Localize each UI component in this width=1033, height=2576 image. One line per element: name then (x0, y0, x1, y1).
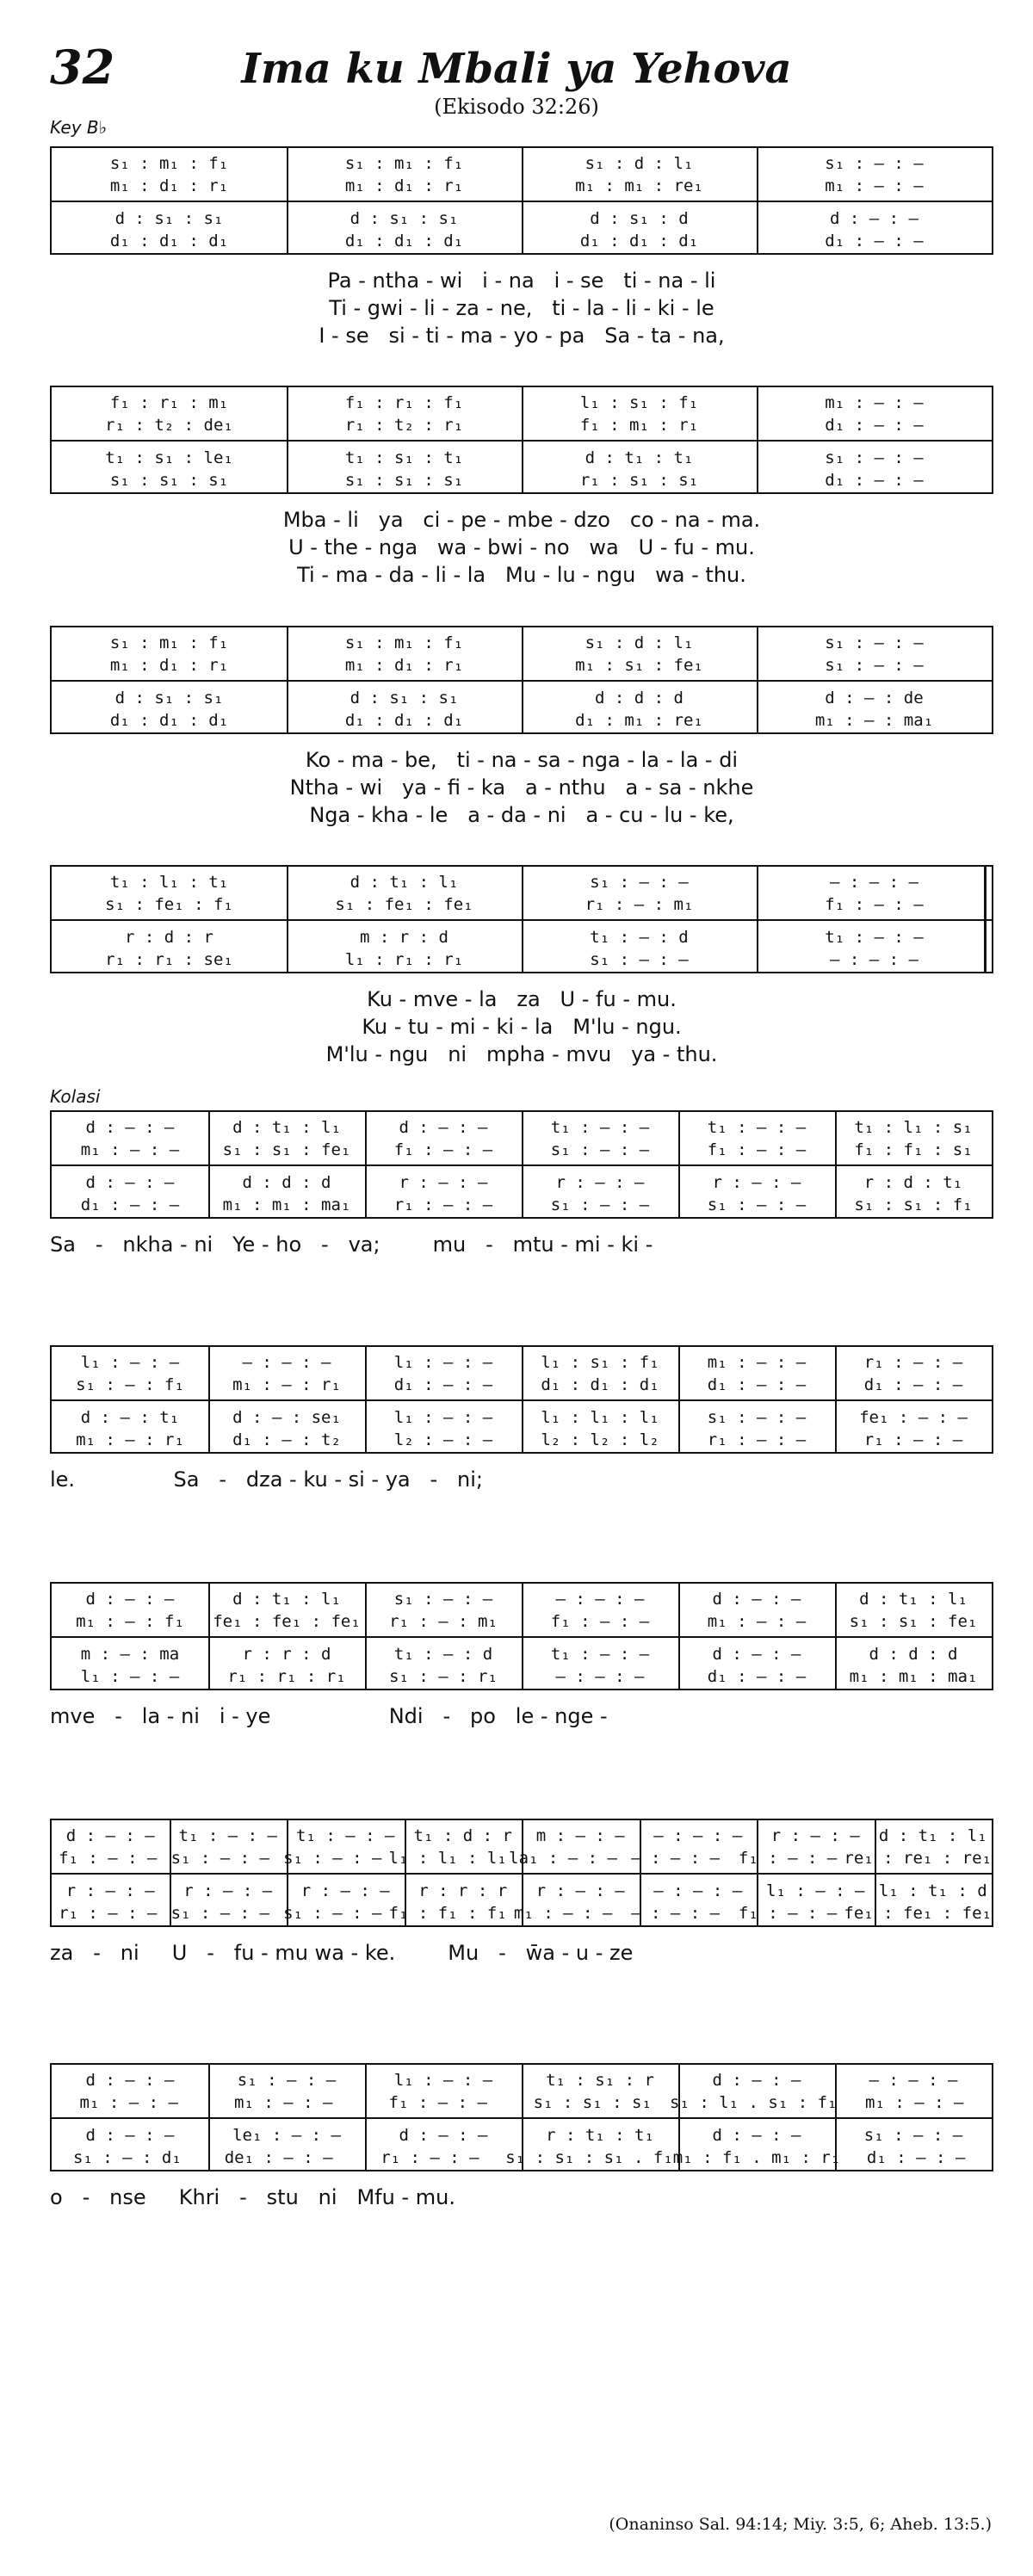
solfa-measure: m₁ : s₁ : fe₁ (575, 656, 703, 675)
staff-divider (52, 1164, 992, 1166)
solfa-measure: d₁ : — : t₂ (232, 1430, 341, 1449)
solfa-measure: s₁ : fe₁ : fe₁ (335, 895, 473, 914)
staff-divider (52, 680, 992, 682)
solfa-measure: s₁ : — : r₁ (389, 1667, 498, 1686)
solfa-measure: r₁ : r₁ : r₁ (227, 1667, 346, 1686)
solfa-part-line (52, 1373, 992, 1397)
solfa-measure: s₁ : — : — (825, 154, 924, 173)
solfa-measure: l₁ : — : — (393, 2071, 493, 2090)
solfa-measure: f₁ : — : — (738, 1904, 838, 1923)
lyric-line: za - ni U - fu - mu wa - ke. Mu - w̄a - u - ze (50, 1941, 634, 1965)
chorus-system-1 (50, 1110, 993, 1219)
solfa-part-line (52, 174, 992, 198)
solfa-measure: s₁ : m₁ : f₁ (109, 633, 229, 652)
solfa-measure: — : — : — (631, 1904, 721, 1923)
solfa-measure: t₁ : — : — (707, 1118, 807, 1137)
solfa-measure: s₁ : — : — (170, 1904, 269, 1923)
solfa-part-line (52, 1193, 992, 1217)
solfa-measure: f₁ : f₁ : f₁ (388, 1904, 507, 1923)
solfa-measure: r : — : — (183, 1881, 273, 1900)
solfa-measure: t₁ : s₁ : r (546, 2071, 654, 2090)
solfa-measure: f₁ : f₁ : s₁ (854, 1140, 973, 1159)
solfa-measure: r : — : — (770, 1826, 860, 1845)
solfa-measure: s₁ : — : — (283, 1904, 382, 1923)
solfa-measure: t₁ : — : — (825, 928, 924, 947)
staff-divider (52, 2117, 992, 2119)
chorus-lyrics-block (50, 1941, 993, 1968)
solfa-measure: m₁ : m₁ : re₁ (575, 176, 703, 195)
solfa-measure: d₁ : — : — (825, 416, 924, 435)
solfa-part-line (52, 1587, 992, 1611)
solfa-measure: d : s₁ : s₁ (349, 209, 459, 228)
solfa-measure: d : t₁ : l₁ (232, 1590, 341, 1609)
solfa-measure: — : — : — (869, 2071, 958, 2090)
verse-lyrics-block (50, 508, 993, 590)
solfa-measure: m₁ : d₁ : r₁ (344, 176, 464, 195)
solfa-measure: f₁ : — : — (550, 1612, 650, 1631)
solfa-measure: l₁ : — : — (393, 1408, 493, 1427)
lyric-line: Sa - nkha - ni Ye - ho - va; mu - mtu - mi - ki - (50, 1232, 653, 1257)
solfa-measure: r₁ : — : — (863, 1353, 963, 1372)
solfa-measure: la₁ : — : — (509, 1849, 617, 1868)
lyric-line: mve - la - ni i - ye Ndi - po le - nge - (50, 1704, 608, 1728)
solfa-measure: d : — : — (65, 1826, 155, 1845)
solfa-part-line (52, 229, 992, 253)
solfa-measure: d : — : — (399, 1118, 488, 1137)
solfa-measure: d : — : — (399, 2126, 488, 2145)
solfa-measure: fe₁ : — : — (859, 1408, 968, 1427)
solfa-measure: d : — : — (85, 1173, 175, 1192)
solfa-measure: s₁ : s₁ : s₁ (344, 471, 464, 490)
solfa-measure: r : r : r (418, 1881, 508, 1900)
solfa-measure: r₁ : — : — (59, 1904, 158, 1923)
solfa-measure: f₁ : — : — (393, 1140, 493, 1159)
solfa-part-line (52, 2091, 992, 2115)
solfa-measure: d₁ : d₁ : d₁ (541, 1375, 659, 1394)
solfa-measure: d₁ : — : — (707, 1667, 807, 1686)
lyric-line: Ti - gwi - li - za - ne, ti - la - li - ki - le (329, 296, 714, 320)
solfa-part-line (52, 2146, 992, 2170)
solfa-part-line (52, 1879, 992, 1903)
solfa-measure: d₁ : d₁ : d₁ (109, 232, 229, 250)
solfa-part-line (52, 446, 992, 470)
solfa-measure: t₁ : l₁ : s₁ (854, 1118, 973, 1137)
verse-system-1 (50, 146, 993, 255)
solfa-measure: m : r : d (360, 928, 448, 947)
solfa-measure: d : — : t₁ (80, 1408, 180, 1427)
solfa-measure: r₁ : — : — (393, 1195, 493, 1214)
solfa-part-line (52, 1846, 992, 1870)
solfa-measure: r : — : — (399, 1173, 488, 1192)
solfa-measure: r : t₁ : t₁ (546, 2126, 654, 2145)
solfa-measure: f₁ : m₁ : r₁ (579, 416, 699, 435)
solfa-measure: m : — : ma (80, 1645, 180, 1664)
solfa-part-line (52, 1350, 992, 1374)
solfa-measure: d : — : — (712, 2126, 801, 2145)
lyric-line: Nga - kha - le a - da - ni a - cu - lu - ke, (309, 803, 734, 827)
solfa-measure: d : — : — (712, 1645, 801, 1664)
chorus-system-2 (50, 1345, 993, 1454)
solfa-measure: m₁ : — : — (707, 1353, 807, 1372)
solfa-measure: d : d : d (869, 1645, 958, 1664)
solfa-measure: d₁ : — : — (825, 471, 924, 490)
lyric-line: Ku - mve - la za U - fu - mu. (367, 987, 677, 1011)
solfa-measure: r₁ : r₁ : se₁ (105, 950, 233, 969)
solfa-measure: s₁ : m₁ : f₁ (109, 154, 229, 173)
song-title: Ima ku Mbali ya Yehova (241, 45, 792, 93)
solfa-measure: — : — : — (830, 950, 919, 969)
chorus-lyrics-block (50, 1232, 993, 1260)
chorus-lyrics-block (50, 2185, 993, 2213)
chorus-label: Kolasi (50, 1086, 101, 1107)
solfa-measure: s₁ : s₁ : fe₁ (222, 1140, 351, 1159)
solfa-part-line (52, 686, 992, 710)
solfa-part-line (52, 1115, 992, 1140)
verse-lyrics-block (50, 269, 993, 351)
solfa-measure: s₁ : — : — (863, 2126, 963, 2145)
chorus-system-3 (50, 1582, 993, 1690)
solfa-measure: m₁ : f₁ . m₁ : r₁ (672, 2148, 841, 2167)
solfa-measure: t₁ : d : r (413, 1826, 512, 1845)
solfa-measure: m₁ : d₁ : r₁ (109, 656, 229, 675)
solfa-measure: r : — : — (555, 1173, 645, 1192)
solfa-measure: s₁ : — : — (283, 1849, 382, 1868)
solfa-measure: f₁ : — : — (738, 1849, 838, 1868)
solfa-part-line (52, 2068, 992, 2092)
solfa-measure: fe₁ : fe₁ : fe₁ (213, 1612, 361, 1631)
solfa-measure: m : — : — (535, 1826, 625, 1845)
solfa-measure: s₁ : — : — (825, 448, 924, 467)
solfa-measure: s₁ : — : — (237, 2071, 337, 2090)
lyric-line: I - se si - ti - ma - yo - pa Sa - ta - na, (319, 324, 725, 348)
solfa-measure: s₁ : — : — (550, 1140, 650, 1159)
staff-divider (52, 1636, 992, 1638)
solfa-measure: le₁ : — : — (232, 2126, 341, 2145)
solfa-measure: r : d : t₁ (863, 1173, 963, 1192)
solfa-measure: — : — : — (242, 1353, 331, 1372)
solfa-measure: d : — : — (830, 209, 919, 228)
lyric-line: M'lu - ngu ni mpha - mvu ya - thu. (325, 1042, 718, 1066)
solfa-part-line (52, 413, 992, 437)
solfa-measure: t₁ : — : — (296, 1826, 395, 1845)
solfa-measure: d₁ : m₁ : re₁ (575, 711, 703, 730)
solfa-part-line (52, 708, 992, 732)
solfa-measure: f₁ : — : — (59, 1849, 158, 1868)
lyric-line: U - the - nga wa - bwi - no wa U - fu - mu. (288, 535, 755, 559)
solfa-part-line (52, 925, 992, 949)
solfa-measure: d : d : d (595, 689, 684, 707)
solfa-measure: l₁ : — : — (80, 1667, 180, 1686)
solfa-measure: l₁ : t₁ : d (878, 1881, 987, 1900)
solfa-measure: r₁ : — : — (380, 2148, 479, 2167)
solfa-measure: d₁ : — : — (393, 1375, 493, 1394)
solfa-measure: s₁ : fe₁ : f₁ (105, 895, 233, 914)
solfa-measure: s₁ : m₁ : f₁ (344, 633, 464, 652)
solfa-measure: r₁ : — : m₁ (389, 1612, 498, 1631)
solfa-part-line (52, 1901, 992, 1925)
solfa-measure: — : — : — (653, 1826, 743, 1845)
solfa-measure: r : — : — (712, 1173, 801, 1192)
solfa-measure: d₁ : — : — (80, 1195, 180, 1214)
solfa-measure: s₁ : — : f₁ (76, 1375, 184, 1394)
solfa-measure: t₁ : s₁ : le₁ (105, 448, 233, 467)
staff-divider (52, 919, 992, 921)
solfa-measure: s₁ : s₁ : fe₁ (849, 1612, 978, 1631)
solfa-measure: fe₁ : fe₁ : fe₁ (844, 1904, 992, 1923)
solfa-part-line (52, 1824, 992, 1848)
solfa-part-line (52, 1405, 992, 1430)
solfa-measure: t₁ : — : — (178, 1826, 277, 1845)
solfa-measure: f₁ : r₁ : f₁ (344, 393, 464, 412)
lyric-line: Ko - ma - be, ti - na - sa - nga - la - la - di (305, 748, 739, 772)
solfa-measure: re₁ : re₁ : re₁ (844, 1849, 992, 1868)
solfa-measure: d : s₁ : s₁ (349, 689, 459, 707)
chorus-lyrics-block (50, 1467, 993, 1495)
solfa-measure: d : — : de (825, 689, 924, 707)
solfa-measure: l₁ : r₁ : r₁ (344, 950, 464, 969)
lyric-line: Pa - ntha - wi i - na i - se ti - na - li (327, 269, 716, 293)
solfa-measure: s₁ : m₁ : f₁ (344, 154, 464, 173)
solfa-measure: s₁ : d : l₁ (585, 154, 694, 173)
solfa-measure: m₁ : — : f₁ (76, 1612, 184, 1631)
solfa-measure: d : t₁ : l₁ (878, 1826, 987, 1845)
solfa-measure: l₁ : s₁ : f₁ (579, 393, 699, 412)
lyric-line: Mba - li ya ci - pe - mbe - dzo co - na - ma. (282, 508, 761, 532)
solfa-measure: m₁ : — : — (825, 393, 924, 412)
solfa-part-line (52, 653, 992, 677)
solfa-measure: r₁ : — : — (863, 1430, 963, 1449)
solfa-measure: d : t₁ : l₁ (232, 1118, 341, 1137)
solfa-measure: d₁ : d₁ : d₁ (109, 711, 229, 730)
verse-lyrics-block (50, 987, 993, 1070)
solfa-measure: d₁ : d₁ : d₁ (344, 711, 464, 730)
solfa-part-line (52, 870, 992, 894)
solfa-measure: s₁ : — : — (393, 1590, 493, 1609)
solfa-measure: s₁ : s₁ : s₁ (533, 2093, 652, 2112)
solfa-measure: d : s₁ : s₁ (114, 209, 224, 228)
verse-system-4 (50, 865, 993, 973)
solfa-measure: m₁ : m₁ : ma₁ (849, 1667, 978, 1686)
solfa-measure: s₁ : — : — (825, 633, 924, 652)
solfa-measure: l₁ : — : — (393, 1353, 493, 1372)
solfa-measure: m₁ : — : r₁ (232, 1375, 341, 1394)
solfa-measure: d : s₁ : s₁ (114, 689, 224, 707)
solfa-measure: s₁ : s₁ : s₁ (109, 471, 229, 490)
solfa-part-line (52, 948, 992, 972)
solfa-measure: l₁ : l₁ : l₁ (388, 1849, 507, 1868)
solfa-measure: t₁ : — : d (590, 928, 689, 947)
solfa-measure: r₁ : — : — (707, 1430, 807, 1449)
key-signature-label: Key B♭ (50, 117, 108, 138)
solfa-measure: m₁ : — : — (234, 2093, 333, 2112)
solfa-part-line (52, 2123, 992, 2147)
scripture-references: (Onaninso Sal. 94:14; Miy. 3:5, 6; Aheb. 13:5.) (609, 2515, 992, 2534)
solfa-measure: d₁ : — : — (863, 1375, 963, 1394)
solfa-measure: f₁ : — : — (707, 1140, 807, 1159)
solfa-measure: de₁ : — : — (224, 2148, 333, 2167)
solfa-part-line (52, 1642, 992, 1666)
solfa-measure: m₁ : — : — (865, 2093, 964, 2112)
solfa-measure: t₁ : l₁ : t₁ (109, 873, 229, 892)
solfa-measure: r : — : — (535, 1881, 625, 1900)
solfa-measure: s₁ : — : — (825, 656, 924, 675)
solfa-measure: m₁ : m₁ : ma₁ (222, 1195, 351, 1214)
song-reference: (Ekisodo 32:26) (434, 95, 599, 119)
solfa-measure: m₁ : d₁ : r₁ (344, 656, 464, 675)
song-number: 32 (50, 40, 115, 95)
solfa-measure: l₁ : s₁ : f₁ (541, 1353, 659, 1372)
solfa-measure: s₁ : — : — (590, 873, 689, 892)
solfa-measure: m₁ : d₁ : r₁ (109, 176, 229, 195)
solfa-measure: s₁ : — : d₁ (72, 2148, 182, 2167)
solfa-measure: s₁ : — : — (550, 1195, 650, 1214)
solfa-measure: r : d : r (125, 928, 213, 947)
solfa-measure: t₁ : — : d (393, 1645, 493, 1664)
staff-divider (52, 201, 992, 202)
lyric-line: le. Sa - dza - ku - si - ya - ni; (50, 1467, 484, 1492)
chorus-system-5 (50, 2063, 993, 2171)
solfa-part-line (52, 1609, 992, 1634)
solfa-measure: — : — : — (631, 1849, 721, 1868)
solfa-measure: r₁ : — : m₁ (585, 895, 694, 914)
solfa-measure: d₁ : — : — (866, 2148, 966, 2167)
solfa-measure: f₁ : — : — (825, 895, 924, 914)
solfa-measure: d : t₁ : l₁ (859, 1590, 968, 1609)
solfa-measure: l₁ : — : — (80, 1353, 180, 1372)
solfa-measure: d : — : — (85, 2071, 175, 2090)
solfa-measure: d : t₁ : t₁ (585, 448, 694, 467)
solfa-measure: s₁ : l₁ . s₁ : f₁ (670, 2093, 838, 2112)
lyric-line: Ntha - wi ya - fi - ka a - nthu a - sa - nkhe (289, 775, 754, 800)
solfa-part-line (52, 631, 992, 655)
solfa-measure: s₁ : — : — (590, 950, 689, 969)
solfa-part-line (52, 1665, 992, 1689)
chorus-system-4 (50, 1819, 993, 1927)
solfa-measure: d : s₁ : d (590, 209, 689, 228)
solfa-measure: d : t₁ : l₁ (349, 873, 459, 892)
solfa-measure: t₁ : — : — (550, 1645, 650, 1664)
solfa-measure: s₁ : — : — (707, 1195, 807, 1214)
verse-lyrics-block (50, 748, 993, 831)
staff-divider (52, 1873, 992, 1875)
staff-divider (52, 1399, 992, 1401)
solfa-measure: d : — : se₁ (232, 1408, 341, 1427)
solfa-measure: l₂ : l₂ : l₂ (541, 1430, 659, 1449)
solfa-measure: s₁ : — : — (170, 1849, 269, 1868)
solfa-measure: r : — : — (65, 1881, 155, 1900)
solfa-measure: m₁ : — : — (825, 176, 924, 195)
chorus-lyrics-block (50, 1704, 993, 1732)
solfa-measure: t₁ : s₁ : t₁ (344, 448, 464, 467)
solfa-part-line (52, 893, 992, 917)
verse-system-3 (50, 626, 993, 734)
solfa-part-line (52, 1138, 992, 1162)
solfa-measure: f₁ : r₁ : m₁ (109, 393, 229, 412)
solfa-measure: m₁ : — : ma₁ (814, 711, 934, 730)
solfa-measure: f₁ : — : — (388, 2093, 487, 2112)
solfa-measure: t₁ : — : — (550, 1118, 650, 1137)
solfa-measure: m₁ : — : — (79, 2093, 178, 2112)
solfa-measure: s₁ : — : — (707, 1408, 807, 1427)
solfa-measure: m₁ : — : — (513, 1904, 613, 1923)
lyric-line: o - nse Khri - stu ni Mfu - mu. (50, 2185, 455, 2209)
solfa-measure: l₁ : — : — (766, 1881, 865, 1900)
solfa-part-line (52, 207, 992, 231)
solfa-measure: — : — : — (830, 873, 919, 892)
solfa-measure: — : — : — (555, 1590, 645, 1609)
solfa-measure: r₁ : s₁ : s₁ (579, 471, 699, 490)
solfa-measure: d : d : d (242, 1173, 331, 1192)
solfa-measure: d₁ : — : — (825, 232, 924, 250)
solfa-part-line (52, 391, 992, 415)
solfa-measure: r₁ : t₂ : r₁ (344, 416, 464, 435)
solfa-part-line (52, 468, 992, 492)
solfa-measure: l₂ : — : — (393, 1430, 493, 1449)
solfa-measure: d₁ : — : — (707, 1375, 807, 1394)
solfa-measure: d : — : — (712, 2071, 801, 2090)
solfa-measure: — : — : — (653, 1881, 743, 1900)
solfa-part-line (52, 1171, 992, 1195)
solfa-measure: s₁ : d : l₁ (585, 633, 694, 652)
solfa-measure: d : — : — (85, 1118, 175, 1137)
staff-divider (52, 440, 992, 442)
solfa-measure: s₁ : s₁ : f₁ (854, 1195, 973, 1214)
solfa-measure: r : r : d (242, 1645, 331, 1664)
final-barline (984, 867, 987, 972)
solfa-part-line (52, 151, 992, 176)
solfa-measure: d : — : — (85, 1590, 175, 1609)
verse-system-2 (50, 386, 993, 494)
solfa-measure: r : — : — (300, 1881, 390, 1900)
solfa-measure: l₁ : l₁ : l₁ (541, 1408, 659, 1427)
solfa-measure: — : — : — (555, 1667, 645, 1686)
solfa-measure: d : — : — (85, 2126, 175, 2145)
lyric-line: Ti - ma - da - li - la Mu - lu - ngu wa - thu. (297, 563, 746, 587)
solfa-measure: s₁ : s₁ : s₁ . f₁ (505, 2148, 673, 2167)
solfa-measure: d₁ : d₁ : d₁ (344, 232, 464, 250)
solfa-measure: d₁ : d₁ : d₁ (579, 232, 699, 250)
solfa-measure: m₁ : — : r₁ (76, 1430, 184, 1449)
solfa-measure: m₁ : — : — (80, 1140, 180, 1159)
solfa-part-line (52, 1428, 992, 1452)
solfa-measure: m₁ : — : — (707, 1612, 807, 1631)
solfa-measure: d : — : — (712, 1590, 801, 1609)
solfa-measure: r₁ : t₂ : de₁ (105, 416, 233, 435)
lyric-line: Ku - tu - mi - ki - la M'lu - ngu. (362, 1015, 682, 1039)
